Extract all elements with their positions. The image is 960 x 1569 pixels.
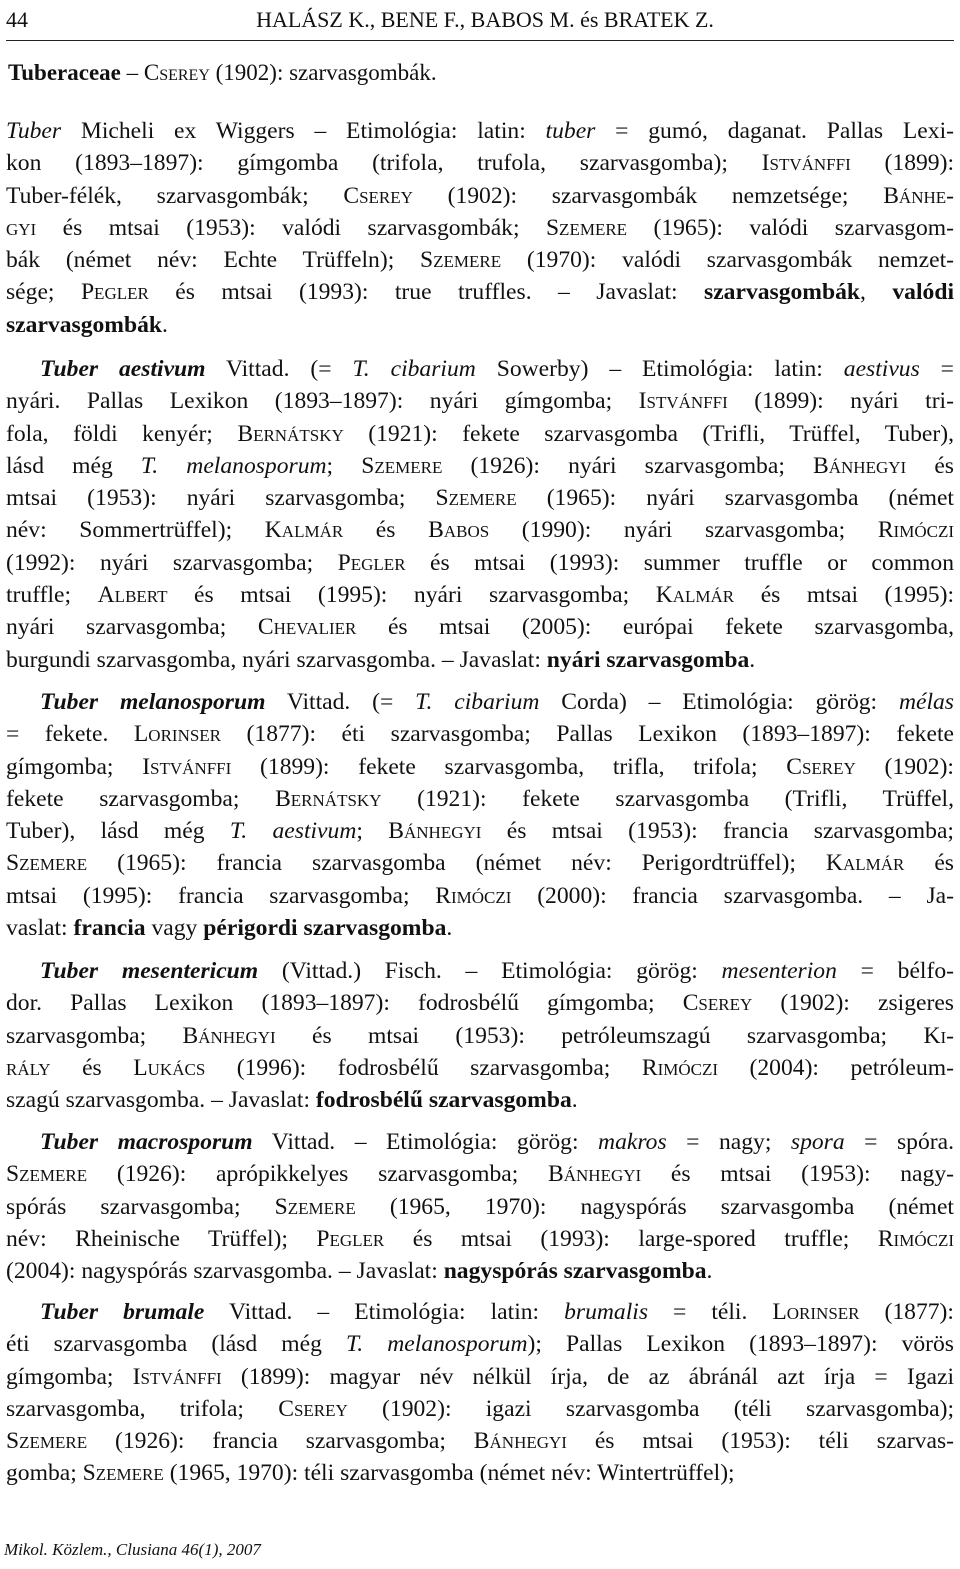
- text-line: név: Rheinische Trüffel); Pegler és mtsai (1993): large-spored truffle; Rimóczi: [6, 1225, 954, 1252]
- page-number: 44: [6, 7, 28, 32]
- text-line: gomba; Szemere (1965, 1970): téli szarvasgomba (német név: Wintertrüffel);: [6, 1460, 735, 1487]
- text-line: spórás szarvasgomba; Szemere (1965, 1970): nagyspórás szarvasgomba (német: [6, 1193, 954, 1220]
- text-line: Tuber melanosporum Vittad. (= T. cibarium Corda) – Etimológia: görög: mélas: [40, 689, 954, 715]
- paragraph-tuber-brumale: [6, 1296, 954, 1490]
- text-line: Tuber-félék, szarvasgombák; Cserey (1902): szarvasgombák nemzetsége; Bánhe-: [6, 182, 954, 209]
- text-line: (2004): nagyspórás szarvasgomba. – Javaslat: nagyspórás szarvasgomba.: [6, 1258, 713, 1285]
- text-line: fola, földi kenyér; Bernátsky (1921): fekete szarvasgomba (Trifli, Trüffel, Tuber),: [6, 420, 954, 447]
- text-line: truffle; Albert és mtsai (1995): nyári szarvasgomba; Kalmár és mtsai (1995):: [6, 582, 955, 609]
- paragraph-tuber-macrosporum: [6, 1126, 954, 1287]
- text-line: név: Sommertrüffel); Kalmár és Babos (1990): nyári szarvasgomba; Rimóczi: [6, 517, 954, 544]
- text-line: Tuber brumale Vittad. – Etimológia: latin: brumalis = téli. Lorinser (1877):: [40, 1299, 954, 1325]
- family-name: Tuberaceae: [8, 60, 121, 85]
- text-line: gyi és mtsai (1953): valódi szarvasgombák; Szemere (1965): valódi szarvasgom-: [6, 214, 954, 241]
- text-line: nyári. Pallas Lexikon (1893–1897): nyári gímgomba; Istvánffi (1899): nyári tri-: [6, 388, 954, 415]
- text-line: Tuber aestivum Vittad. (= T. cibarium Sowerby) – Etimológia: latin: aestivus =: [40, 356, 954, 382]
- text-line: Tuber macrosporum Vittad. – Etimológia: görög: makros = nagy; spora = spóra.: [40, 1129, 955, 1155]
- text-line: kon (1893–1897): gímgomba (trifola, trufola, szarvasgomba); Istvánffi (1899):: [6, 150, 954, 177]
- text-line: = fekete. Lorinser (1877): éti szarvasgomba; Pallas Lexikon (1893–1897): fekete: [6, 721, 954, 748]
- text-line: Szemere (1926): aprópikkelyes szarvasgomba; Bánhegyi és mtsai (1953): nagy-: [6, 1161, 954, 1188]
- text-line: sége; Pegler és mtsai (1993): true truffles. – Javaslat: szarvasgombák, valódi: [6, 279, 954, 306]
- text-line: Szemere (1965): francia szarvasgomba (német név: Perigordtrüffel); Kalmár és: [6, 850, 954, 877]
- text-line: éti szarvasgomba (lásd még T. melanosporum); Pallas Lexikon (1893–1897): vörös: [6, 1331, 954, 1358]
- page-header: [6, 4, 954, 41]
- text-line: bák (német név: Echte Trüffeln); Szemere (1970): valódi szarvasgombák nemzet-: [6, 247, 954, 274]
- text-line: gímgomba; Istvánffi (1899): magyar név nélkül írja, de az ábránál azt írja = Igazi: [6, 1363, 954, 1390]
- footer-citation: Mikol. Közlem., Clusiana 46(1), 2007: [4, 1540, 261, 1559]
- text-line: gímgomba; Istvánffi (1899): fekete szarvasgomba, trifla, trifola; Cserey (1902):: [6, 753, 954, 780]
- paragraph-tuber-mesentericum: [6, 955, 954, 1116]
- running-head: HALÁSZ K., BENE F., BABOS M. és BRATEK Z.: [256, 7, 714, 32]
- family-heading: [8, 56, 437, 90]
- text-line: Tuber), lásd még T. aestivum; Bánhegyi és mtsai (1953): francia szarvasgomba;: [6, 818, 954, 845]
- text-line: szarvasgomba, trifola; Cserey (1902): igazi szarvasgomba (téli szarvasgomba);: [6, 1395, 954, 1422]
- text-line: dor. Pallas Lexikon (1893–1897): fodrosbélű gímgomba; Cserey (1902): zsigeres: [6, 990, 954, 1017]
- text-line: Tuber mesentericum (Vittad.) Fisch. – Etimológia: görög: mesenterion = bélfo-: [40, 958, 954, 984]
- text-line: szarvasgomba; Bánhegyi és mtsai (1953): petróleumszagú szarvasgomba; Ki-: [6, 1022, 954, 1049]
- text-line: szarvasgombák.: [6, 311, 168, 338]
- text-line: lásd még T. melanosporum; Szemere (1926): nyári szarvasgomba; Bánhegyi és: [6, 452, 954, 479]
- family-author: Cserey: [143, 60, 210, 85]
- text-line: mtsai (1953): nyári szarvasgomba; Szemere (1965): nyári szarvasgomba (német: [6, 485, 954, 512]
- paragraph-tuber-melanosporum: [6, 686, 954, 944]
- text-line: fekete szarvasgomba; Bernátsky (1921): fekete szarvasgomba (Trifli, Trüffel,: [6, 785, 955, 812]
- family-rest: (1902): szarvasgombák.: [209, 60, 437, 85]
- paragraph-tuber: [6, 115, 954, 341]
- family-dash: –: [120, 60, 144, 85]
- text-line: Tuber Micheli ex Wiggers – Etimológia: latin: tuber = gumó, daganat. Pallas Lexi-: [6, 118, 954, 144]
- text-line: burgundi szarvasgomba, nyári szarvasgomba. – Javaslat: nyári szarvasgomba.: [6, 646, 756, 673]
- text-line: Szemere (1926): francia szarvasgomba; Bánhegyi és mtsai (1953): téli szarvas-: [6, 1428, 954, 1455]
- text-line: (1992): nyári szarvasgomba; Pegler és mtsai (1993): summer truffle or common: [6, 549, 954, 576]
- text-line: szagú szarvasgomba. – Javaslat: fodrosbélű szarvasgomba.: [6, 1087, 578, 1114]
- text-line: vaslat: francia vagy périgordi szarvasgomba.: [6, 915, 453, 942]
- paragraph-tuber-aestivum: [6, 353, 954, 676]
- text-line: nyári szarvasgomba; Chevalier és mtsai (2005): európai fekete szarvasgomba,: [6, 614, 954, 641]
- text-line: rály és Lukács (1996): fodrosbélű szarvasgomba; Rimóczi (2004): petróleum-: [6, 1054, 954, 1081]
- text-line: mtsai (1995): francia szarvasgomba; Rimóczi (2000): francia szarvasgomba. – Ja-: [6, 882, 954, 909]
